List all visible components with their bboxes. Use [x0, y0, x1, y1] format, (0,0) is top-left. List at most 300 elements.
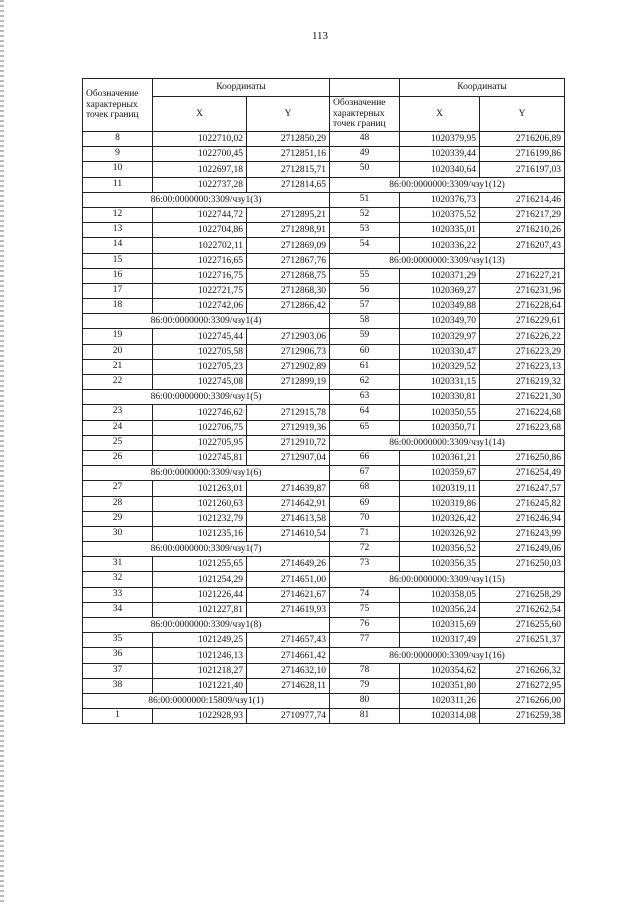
x-value: 1020349,88	[400, 299, 480, 314]
point-number: 65	[330, 420, 400, 435]
y-value: 2714642,91	[247, 496, 330, 511]
x-value: 1022706,75	[153, 420, 247, 435]
y-value: 2716243,99	[480, 526, 565, 541]
section-label: 86:00:0000000:3309/чзу1(15)	[330, 572, 565, 587]
table-row	[330, 542, 565, 557]
table-row	[83, 329, 330, 344]
y-value: 2716206,89	[480, 132, 565, 147]
point-number: 49	[330, 147, 400, 162]
x-value: 1021254,29	[153, 572, 247, 587]
x-value: 1020361,21	[400, 450, 480, 465]
x-value: 1021246,13	[153, 648, 247, 663]
x-value: 1022721,75	[153, 283, 247, 298]
x-value: 1020379,95	[400, 132, 480, 147]
point-number: 22	[83, 375, 153, 390]
section-row	[83, 314, 330, 329]
section-row	[83, 192, 330, 207]
point-number: 61	[330, 359, 400, 374]
x-value: 1022700,45	[153, 147, 247, 162]
point-number: 56	[330, 283, 400, 298]
coordinates-header: Координаты	[153, 79, 330, 97]
point-number: 70	[330, 511, 400, 526]
x-value: 1020335,01	[400, 223, 480, 238]
table-row	[83, 359, 330, 374]
section-label: 86:00:0000000:3309/чзу1(16)	[330, 648, 565, 663]
point-number: 64	[330, 405, 400, 420]
point-number: 11	[83, 177, 153, 192]
section-label: 86:00:0000000:3309/чзу1(4)	[83, 314, 330, 329]
y-value: 2712868,75	[247, 268, 330, 283]
x-value: 1020326,42	[400, 511, 480, 526]
point-number: 54	[330, 238, 400, 253]
y-value: 2716231,96	[480, 283, 565, 298]
y-value: 2716255,60	[480, 618, 565, 633]
table-row	[83, 344, 330, 359]
x-value: 1021249,25	[153, 633, 247, 648]
point-number: 73	[330, 557, 400, 572]
point-number: 12	[83, 207, 153, 222]
section-row	[83, 390, 330, 405]
section-label: 86:00:0000000:3309/чзу1(13)	[330, 253, 565, 268]
x-value: 1022704,86	[153, 223, 247, 238]
table-row	[330, 496, 565, 511]
x-value: 1021232,79	[153, 511, 247, 526]
section-label: 86:00:0000000:3309/чзу1(12)	[330, 177, 565, 192]
table-row	[83, 177, 330, 192]
y-value: 2712850,29	[247, 132, 330, 147]
y-value: 2716227,21	[480, 268, 565, 283]
x-value: 1020329,52	[400, 359, 480, 374]
x-value: 1020375,52	[400, 207, 480, 222]
x-value: 1020319,86	[400, 496, 480, 511]
point-number: 16	[83, 268, 153, 283]
table-row	[330, 344, 565, 359]
y-value: 2710977,74	[247, 709, 330, 724]
table-row	[330, 223, 565, 238]
y-value: 2716246,94	[480, 511, 565, 526]
table-row	[330, 390, 565, 405]
x-header: X	[153, 97, 247, 132]
y-value: 2712906,73	[247, 344, 330, 359]
point-number: 8	[83, 132, 153, 147]
y-value: 2716266,00	[480, 693, 565, 708]
table-row	[83, 526, 330, 541]
x-value: 1020376,73	[400, 192, 480, 207]
y-header: Y	[247, 97, 330, 132]
point-number: 24	[83, 420, 153, 435]
x-value: 1022742,06	[153, 299, 247, 314]
table-row	[83, 238, 330, 253]
x-value: 1020356,52	[400, 542, 480, 557]
x-value: 1022705,23	[153, 359, 247, 374]
table-row	[330, 663, 565, 678]
section-label: 86:00:0000000:3309/чзу1(5)	[83, 390, 330, 405]
y-value: 2716223,29	[480, 344, 565, 359]
point-number: 53	[330, 223, 400, 238]
y-value: 2716217,29	[480, 207, 565, 222]
x-value: 1021235,16	[153, 526, 247, 541]
x-value: 1021227,81	[153, 602, 247, 617]
table-row	[330, 283, 565, 298]
table-row	[83, 405, 330, 420]
table-row	[330, 132, 565, 147]
point-number: 77	[330, 633, 400, 648]
point-number: 72	[330, 542, 400, 557]
x-value: 1022716,75	[153, 268, 247, 283]
y-value: 2716219,32	[480, 375, 565, 390]
section-row	[83, 466, 330, 481]
point-number: 27	[83, 481, 153, 496]
point-number: 10	[83, 162, 153, 177]
table-row	[330, 481, 565, 496]
point-number: 15	[83, 253, 153, 268]
y-value: 2716199,86	[480, 147, 565, 162]
table-row	[83, 511, 330, 526]
point-number: 51	[330, 192, 400, 207]
section-label: 86:00:0000000:3309/чзу1(6)	[83, 466, 330, 481]
y-value: 2712867,76	[247, 253, 330, 268]
x-value: 1020315,69	[400, 618, 480, 633]
y-value: 2712868,30	[247, 283, 330, 298]
point-number: 55	[330, 268, 400, 283]
y-value: 2714619,93	[247, 602, 330, 617]
y-value: 2716207,43	[480, 238, 565, 253]
page-number: 113	[311, 30, 329, 42]
x-value: 1020369,27	[400, 283, 480, 298]
y-value: 2712902,89	[247, 359, 330, 374]
y-value: 2712907,04	[247, 450, 330, 465]
point-number: 23	[83, 405, 153, 420]
point-number: 71	[330, 526, 400, 541]
y-value: 2716224,68	[480, 405, 565, 420]
y-header: Y	[480, 97, 565, 132]
x-value: 1020349,70	[400, 314, 480, 329]
table-row	[83, 132, 330, 147]
table-row	[330, 526, 565, 541]
x-value: 1020326,92	[400, 526, 480, 541]
point-number: 1	[83, 709, 153, 724]
section-row	[83, 542, 330, 557]
point-number: 75	[330, 602, 400, 617]
y-value: 2714651,00	[247, 572, 330, 587]
table-row	[330, 359, 565, 374]
y-value: 2712915,78	[247, 405, 330, 420]
table-row	[330, 329, 565, 344]
point-number: 32	[83, 572, 153, 587]
point-number: 60	[330, 344, 400, 359]
table-row	[83, 663, 330, 678]
x-value: 1022737,28	[153, 177, 247, 192]
x-value: 1020329,97	[400, 329, 480, 344]
point-number: 26	[83, 450, 153, 465]
table-row	[330, 602, 565, 617]
y-value: 2716250,86	[480, 450, 565, 465]
x-value: 1022746,62	[153, 405, 247, 420]
table-row	[83, 223, 330, 238]
point-number: 78	[330, 663, 400, 678]
table-row	[83, 299, 330, 314]
section-row	[330, 177, 565, 192]
point-number: 20	[83, 344, 153, 359]
right-coordinates-table	[329, 78, 565, 724]
table-row	[330, 192, 565, 207]
y-value: 2714661,42	[247, 648, 330, 663]
y-value: 2714649,26	[247, 557, 330, 572]
point-number: 17	[83, 283, 153, 298]
point-number: 34	[83, 602, 153, 617]
table-row	[330, 405, 565, 420]
y-value: 2712899,19	[247, 375, 330, 390]
y-value: 2716272,95	[480, 678, 565, 693]
x-value: 1020350,71	[400, 420, 480, 435]
right-blank-header	[330, 79, 400, 97]
table-row	[330, 238, 565, 253]
x-value: 1020339,44	[400, 147, 480, 162]
table-row	[83, 602, 330, 617]
y-value: 2712903,06	[247, 329, 330, 344]
x-value: 1020356,24	[400, 602, 480, 617]
x-value: 1020311,26	[400, 693, 480, 708]
table-row	[83, 587, 330, 602]
section-label: 86:00:0000000:3309/чзу1(8)	[83, 618, 330, 633]
y-value: 2716262,54	[480, 602, 565, 617]
section-row	[330, 435, 565, 450]
section-row	[330, 572, 565, 587]
table-row	[330, 450, 565, 465]
y-value: 2716226,22	[480, 329, 565, 344]
x-value: 1021255,65	[153, 557, 247, 572]
point-number: 9	[83, 147, 153, 162]
y-value: 2716245,82	[480, 496, 565, 511]
point-number: 50	[330, 162, 400, 177]
table-row	[83, 633, 330, 648]
point-number: 31	[83, 557, 153, 572]
point-number: 69	[330, 496, 400, 511]
y-value: 2716223,68	[480, 420, 565, 435]
point-number: 57	[330, 299, 400, 314]
y-value: 2716223,13	[480, 359, 565, 374]
right-table-body	[330, 132, 565, 724]
x-value: 1020331,15	[400, 375, 480, 390]
table-row	[83, 283, 330, 298]
table-row	[330, 375, 565, 390]
designation-header: Обозначение характерных точек границ	[330, 97, 400, 132]
y-value: 2716221,30	[480, 390, 565, 405]
table-row	[83, 709, 330, 724]
table-row	[330, 466, 565, 481]
coordinates-header: Координаты	[400, 79, 565, 97]
table-row	[83, 481, 330, 496]
section-row	[83, 693, 330, 708]
y-value: 2714657,43	[247, 633, 330, 648]
table-row	[83, 572, 330, 587]
y-value: 2716228,64	[480, 299, 565, 314]
table-row	[83, 678, 330, 693]
table-row	[83, 450, 330, 465]
point-number: 25	[83, 435, 153, 450]
point-number: 33	[83, 587, 153, 602]
point-number: 66	[330, 450, 400, 465]
table-row	[330, 162, 565, 177]
point-number: 59	[330, 329, 400, 344]
table-row	[330, 587, 565, 602]
table-row	[83, 435, 330, 450]
y-value: 2714621,67	[247, 587, 330, 602]
y-value: 2712869,09	[247, 238, 330, 253]
table-row	[330, 268, 565, 283]
point-number: 30	[83, 526, 153, 541]
point-number: 81	[330, 709, 400, 724]
y-value: 2716258,29	[480, 587, 565, 602]
x-value: 1022745,81	[153, 450, 247, 465]
designation-header: Обозначение характерных точек границ	[83, 79, 153, 132]
section-label: 86:00:0000000:15809/чзу1(1)	[83, 693, 330, 708]
table-row	[330, 678, 565, 693]
x-value: 1022702,11	[153, 238, 247, 253]
point-number: 79	[330, 678, 400, 693]
point-number: 36	[83, 648, 153, 663]
x-value: 1020330,47	[400, 344, 480, 359]
section-row	[83, 618, 330, 633]
table-row	[83, 147, 330, 162]
table-row	[83, 253, 330, 268]
x-value: 1020356,35	[400, 557, 480, 572]
x-value: 1020358,05	[400, 587, 480, 602]
point-number: 52	[330, 207, 400, 222]
y-value: 2714613,58	[247, 511, 330, 526]
y-value: 2716259,38	[480, 709, 565, 724]
y-value: 2712814,65	[247, 177, 330, 192]
table-row	[330, 709, 565, 724]
table-row	[83, 648, 330, 663]
x-value: 1020314,08	[400, 709, 480, 724]
y-value: 2712895,21	[247, 207, 330, 222]
x-value: 1021226,44	[153, 587, 247, 602]
y-value: 2716214,46	[480, 192, 565, 207]
table-row	[330, 633, 565, 648]
point-number: 80	[330, 693, 400, 708]
point-number: 67	[330, 466, 400, 481]
y-value: 2714628,11	[247, 678, 330, 693]
point-number: 37	[83, 663, 153, 678]
point-number: 29	[83, 511, 153, 526]
left-table-body	[83, 132, 330, 724]
x-value: 1022710,02	[153, 132, 247, 147]
table-row	[330, 314, 565, 329]
x-value: 1020351,80	[400, 678, 480, 693]
x-value: 1020359,67	[400, 466, 480, 481]
table-row	[83, 375, 330, 390]
table-row	[83, 420, 330, 435]
x-value: 1020330,81	[400, 390, 480, 405]
point-number: 38	[83, 678, 153, 693]
x-value: 1022697,18	[153, 162, 247, 177]
section-row	[330, 253, 565, 268]
section-label: 86:00:0000000:3309/чзу1(3)	[83, 192, 330, 207]
y-value: 2716197,03	[480, 162, 565, 177]
x-value: 1020340,64	[400, 162, 480, 177]
x-value: 1020371,29	[400, 268, 480, 283]
point-number: 76	[330, 618, 400, 633]
y-value: 2716247,57	[480, 481, 565, 496]
table-row	[83, 557, 330, 572]
point-number: 19	[83, 329, 153, 344]
section-label: 86:00:0000000:3309/чзу1(14)	[330, 435, 565, 450]
x-value: 1020319,11	[400, 481, 480, 496]
table-row	[330, 693, 565, 708]
point-number: 18	[83, 299, 153, 314]
x-header: X	[400, 97, 480, 132]
table-row	[83, 207, 330, 222]
y-value: 2712919,36	[247, 420, 330, 435]
point-number: 28	[83, 496, 153, 511]
point-number: 13	[83, 223, 153, 238]
scan-edge	[0, 0, 4, 905]
x-value: 1020350,55	[400, 405, 480, 420]
table-row	[83, 162, 330, 177]
x-value: 1022745,44	[153, 329, 247, 344]
table-row	[330, 511, 565, 526]
x-value: 1020317,49	[400, 633, 480, 648]
point-number: 62	[330, 375, 400, 390]
table-row	[330, 207, 565, 222]
table-row	[330, 557, 565, 572]
table-row	[330, 420, 565, 435]
left-coordinates-table	[82, 78, 330, 724]
section-label: 86:00:0000000:3309/чзу1(7)	[83, 542, 330, 557]
y-value: 2714610,54	[247, 526, 330, 541]
y-value: 2716229,61	[480, 314, 565, 329]
y-value: 2716210,26	[480, 223, 565, 238]
table-row	[330, 299, 565, 314]
section-row	[330, 648, 565, 663]
point-number: 63	[330, 390, 400, 405]
x-value: 1022744,72	[153, 207, 247, 222]
x-value: 1022716,65	[153, 253, 247, 268]
point-number: 74	[330, 587, 400, 602]
table-row	[330, 147, 565, 162]
x-value: 1021221,40	[153, 678, 247, 693]
y-value: 2712910,72	[247, 435, 330, 450]
y-value: 2716254,49	[480, 466, 565, 481]
y-value: 2716251,37	[480, 633, 565, 648]
x-value: 1020336,22	[400, 238, 480, 253]
point-number: 21	[83, 359, 153, 374]
y-value: 2716266,32	[480, 663, 565, 678]
y-value: 2712851,16	[247, 147, 330, 162]
table-row	[330, 618, 565, 633]
y-value: 2716250,03	[480, 557, 565, 572]
y-value: 2712898,91	[247, 223, 330, 238]
point-number: 48	[330, 132, 400, 147]
x-value: 1022928,93	[153, 709, 247, 724]
x-value: 1021218,27	[153, 663, 247, 678]
x-value: 1022705,95	[153, 435, 247, 450]
point-number: 58	[330, 314, 400, 329]
point-number: 35	[83, 633, 153, 648]
y-value: 2712866,42	[247, 299, 330, 314]
x-value: 1022745,08	[153, 375, 247, 390]
y-value: 2716249,06	[480, 542, 565, 557]
x-value: 1022705,58	[153, 344, 247, 359]
table-row	[83, 268, 330, 283]
point-number: 68	[330, 481, 400, 496]
table-row	[83, 496, 330, 511]
x-value: 1020354,62	[400, 663, 480, 678]
y-value: 2714639,87	[247, 481, 330, 496]
y-value: 2714632,10	[247, 663, 330, 678]
y-value: 2712815,71	[247, 162, 330, 177]
